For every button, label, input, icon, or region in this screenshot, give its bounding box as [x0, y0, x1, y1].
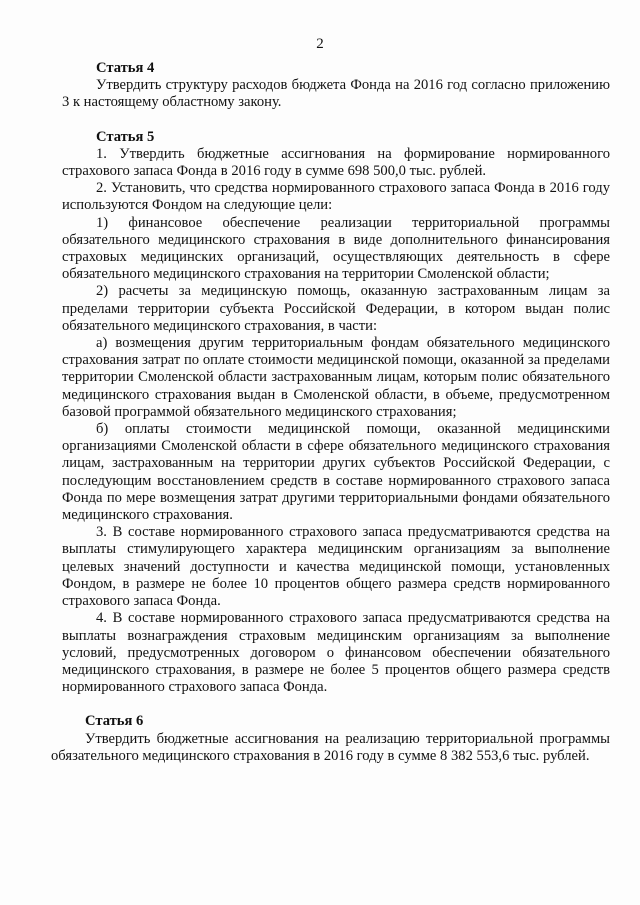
article-paragraph: Утвердить структуру расходов бюджета Фонда на 2016 год согласно приложению 3 к настоящему областному закону. — [62, 77, 610, 111]
article-paragraph: 2. Установить, что средства нормированного страхового запаса Фонда в 2016 году используются Фондом на следующие цели: — [62, 180, 610, 214]
article-paragraph: 1) финансовое обеспечение реализации территориальной программы обязательного медицинского страхования в виде дополнительного финансирования страховых медицинских организаций, осуществляющих деятельность в сфере обязательного медицинского страхования на территории Смоленской области; — [62, 214, 610, 283]
article-paragraph: 3. В составе нормированного страхового запаса предусматриваются средства на выплаты стимулирующего характера медицинским организациям за выполнение целевых значений доступности и качества медицинской помощи, установленных Фондом, в размере не более 10 процентов общего размера средств нормированного страхового запаса Фонда. — [62, 524, 610, 610]
article-paragraph: б) оплаты стоимости медицинской помощи, оказанной медицинскими организациями Смоленской области в сфере обязательного медицинского страхования лицам, застрахованным на территории других субъектов Российской Федерации, с последующим восстановлением средств в составе нормированного страхового запаса Фонда по мере возмещения затрат другими территориальными фондами обязательного медицинского страхования. — [62, 421, 610, 524]
spacer — [62, 112, 610, 129]
article-paragraph: а) возмещения другим территориальным фондам обязательного медицинского страхования затрат по оплате стоимости медицинской помощи, оказанной за пределами территории Смоленской области застрахованным лицам, которым полис обязательного медицинского страхования выдан в Смоленской области, в объеме, предусмотренном базовой программой обязательного медицинского страхования; — [62, 335, 610, 420]
article-heading: Статья 4 — [96, 60, 155, 76]
article-paragraph: 4. В составе нормированного страхового запаса предусматриваются средства на выплаты вознаграждения страховым медицинским организациям за выполнение условий, предусмотренных договором о финансовом обеспечении обязательного медицинского страхования, в размере не более 5 процентов общего размера средств нормированного страхового запаса Фонда. — [62, 610, 610, 696]
article-paragraph: 2) расчеты за медицинскую помощь, оказанную застрахованным лицам за пределами территории субъекта Российской Федерации, в котором выдан полис обязательного медицинского страхования, в части: — [62, 283, 610, 334]
article-6 — [51, 713, 610, 765]
page-number: 2 — [316, 36, 324, 52]
document-body — [51, 60, 610, 765]
article-paragraph: Утвердить бюджетные ассигнования на реализацию территориальной программы обязательного медицинского страхования в 2016 году в сумме 8 382 553,6 тыс. рублей. — [51, 730, 610, 764]
article-5 — [62, 129, 610, 697]
article-paragraph: 1. Утвердить бюджетные ассигнования на формирование нормированного страхового запаса Фонда в 2016 году в сумме 698 500,0 тыс. рублей. — [62, 145, 610, 180]
article-4 — [62, 60, 610, 112]
article-heading: Статья 5 — [96, 128, 155, 145]
article-heading: Статья 6 — [85, 713, 144, 730]
spacer — [62, 696, 610, 713]
